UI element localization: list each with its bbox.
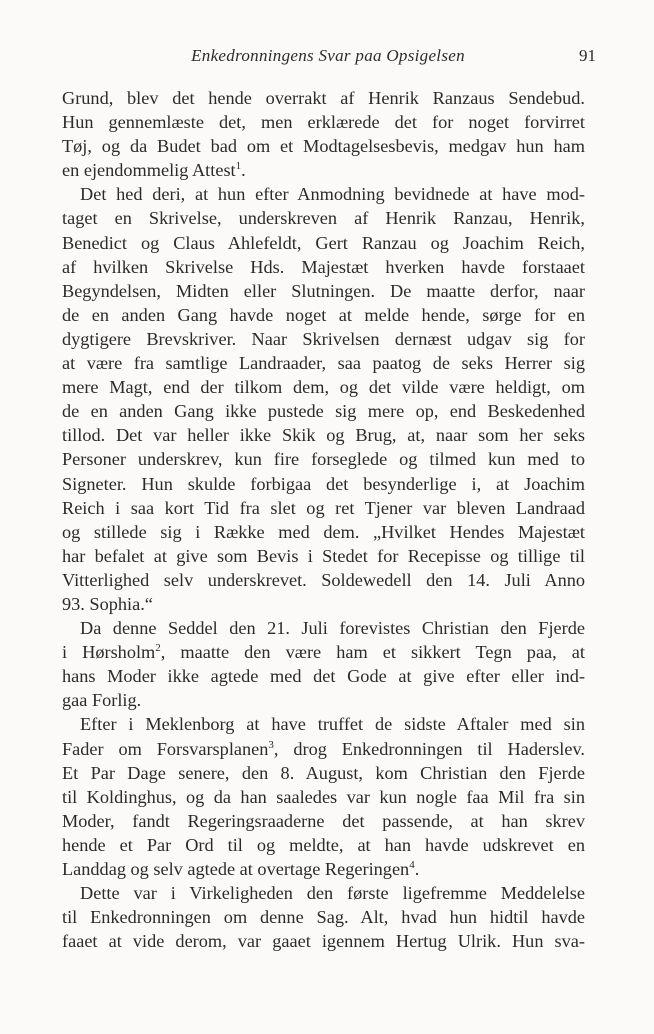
- line-text: Hun gennemlæste det, men erklærede det for noget forvirret: [62, 112, 585, 133]
- line-text: til Koldinghus, og da han saaledes var kun nogle faa Mil fra sin: [62, 786, 585, 807]
- line-text: hende et Par Ord til og meldte, at han havde udskrevet en: [62, 834, 585, 855]
- line-text: Personer underskrev, kun fire forseglede og tilmed kun med to: [62, 449, 585, 470]
- text-line: [62, 447, 585, 471]
- line-text: Benedict og Claus Ahlefeldt, Gert Ranzau og Joachim Reich,: [62, 232, 585, 253]
- line-text: har befalet at give som Bevis i Stedet for Recepisse og tillige til: [62, 545, 585, 566]
- text-line: [62, 134, 585, 158]
- page-header: [60, 46, 596, 70]
- footnote-marker: 3: [268, 738, 274, 751]
- text-line: [62, 544, 585, 568]
- line-text: 93. Sophia.“: [62, 593, 153, 614]
- line-text: og stillede sig i Række med dem. „Hvilket Hendes Majestæt: [62, 521, 585, 542]
- line-text: Dette var i Virkeligheden den første ligefremme Meddelelse: [80, 883, 585, 904]
- line-text: Fader om Forsvarsplanen: [62, 738, 269, 759]
- line-text: af hvilken Skrivelse Hds. Majestæt hverken havde forstaaet: [62, 256, 585, 277]
- line-text: at være fra samtlige Landraader, saa paatog de seks Herrer sig: [62, 353, 585, 374]
- text-line: [62, 303, 585, 327]
- line-text: til Enkedronningen om denne Sag. Alt, hvad hun hidtil havde: [62, 907, 585, 928]
- line-text-continued: .: [241, 160, 246, 181]
- text-line: [62, 737, 585, 761]
- line-text-continued: , drog Enkedronningen til Haderslev.: [273, 738, 585, 759]
- line-text: Da denne Seddel den 21. Juli forevistes Christian den Fjerde: [80, 618, 585, 639]
- line-text: Reich i saa kort Tid fra slet og ret Tjener var bleven Landraad: [62, 497, 585, 518]
- text-line: [62, 327, 585, 351]
- line-text: Et Par Dage senere, den 8. August, kom Christian den Fjerde: [62, 762, 585, 783]
- text-line: [62, 86, 585, 110]
- text-line: [62, 833, 585, 857]
- line-text: tillod. Det var heller ikke Skik og Brug, at, naar som her seks: [62, 425, 585, 446]
- line-text: Vitterlighed selv underskrevet. Soldewedell den 14. Juli Anno: [62, 569, 585, 590]
- line-text: Tøj, og da Budet bad om et Modtagelsesbevis, medgav hun ham: [62, 136, 585, 157]
- line-text: Begyndelsen, Midten eller Slutningen. De maatte derfor, naar: [62, 280, 585, 301]
- line-text: dygtigere Brevskriver. Naar Skrivelsen dernæst udgav sig for: [62, 328, 585, 349]
- text-line: [62, 206, 585, 230]
- text-line: [62, 929, 585, 953]
- text-line: [62, 616, 585, 640]
- line-text: gaa Forlig.: [62, 690, 142, 711]
- line-text: Signeter. Hun skulde forbigaa det besynderlige i, at Joachim: [62, 473, 585, 494]
- footnote-marker: 2: [155, 642, 161, 655]
- text-line: [62, 664, 585, 688]
- line-text-continued: .: [414, 859, 420, 879]
- text-line: [62, 423, 585, 447]
- text-line: [62, 520, 585, 544]
- text-line: [62, 472, 585, 496]
- line-text: Moder, fandt Regeringsraaderne det passende, at han skrev: [62, 810, 585, 831]
- line-text: Landdag og selv agtede at overtage Regeringen: [62, 859, 410, 879]
- page-number: 91: [579, 46, 596, 65]
- line-text: Grund, blev det hende overrakt af Henrik Ranzaus Sendebud.: [62, 88, 585, 108]
- text-line: [62, 399, 585, 423]
- footnote-marker: 1: [235, 160, 242, 173]
- line-text: Efter i Meklenborg at have truffet de sidste Aftaler med sin: [80, 714, 585, 735]
- line-text: Det hed deri, at hun efter Anmodning bevidnede at have mod-: [80, 184, 585, 205]
- text-line: [62, 857, 585, 881]
- text-line: [62, 158, 585, 182]
- line-text-continued: , maatte den være ham et sikkert Tegn paa, at: [160, 642, 585, 663]
- text-line: [62, 255, 585, 279]
- text-line: [62, 351, 585, 375]
- body-text: [62, 86, 585, 953]
- text-line: [62, 640, 585, 664]
- line-text: de en anden Gang ikke pustede sig mere op, end Beskedenhed: [62, 401, 585, 422]
- text-line: [62, 279, 585, 303]
- text-line: [62, 231, 585, 255]
- line-text: i Hørsholm: [62, 642, 156, 663]
- text-line: [62, 785, 585, 809]
- text-line: [62, 688, 585, 712]
- line-text: taget en Skrivelse, underskreven af Henrik Ranzau, Henrik,: [62, 208, 585, 229]
- line-text: en ejendommelig Attest: [62, 160, 236, 181]
- running-title: Enkedronningens Svar paa Opsigelsen: [191, 46, 465, 65]
- text-line: [62, 568, 585, 592]
- text-line: [62, 110, 585, 134]
- text-line: [62, 881, 585, 905]
- line-text: hans Moder ikke agtede med det Gode at give efter eller ind-: [62, 666, 585, 687]
- text-line: [62, 496, 585, 520]
- footnote-marker: 4: [409, 858, 415, 871]
- line-text: faaet at vide derom, var gaaet igennem Hertug Ulrik. Hun sva-: [62, 931, 585, 952]
- text-line: [62, 182, 585, 206]
- text-line: [62, 761, 585, 785]
- line-text: de en anden Gang havde noget at melde hende, sørge for en: [62, 304, 585, 325]
- text-line: [62, 375, 585, 399]
- line-text: mere Magt, end der tilkom dem, og det vilde være heldigt, om: [62, 377, 585, 398]
- text-line: [62, 905, 585, 929]
- text-line: [62, 809, 585, 833]
- text-line: [62, 712, 585, 736]
- text-line: [62, 592, 585, 616]
